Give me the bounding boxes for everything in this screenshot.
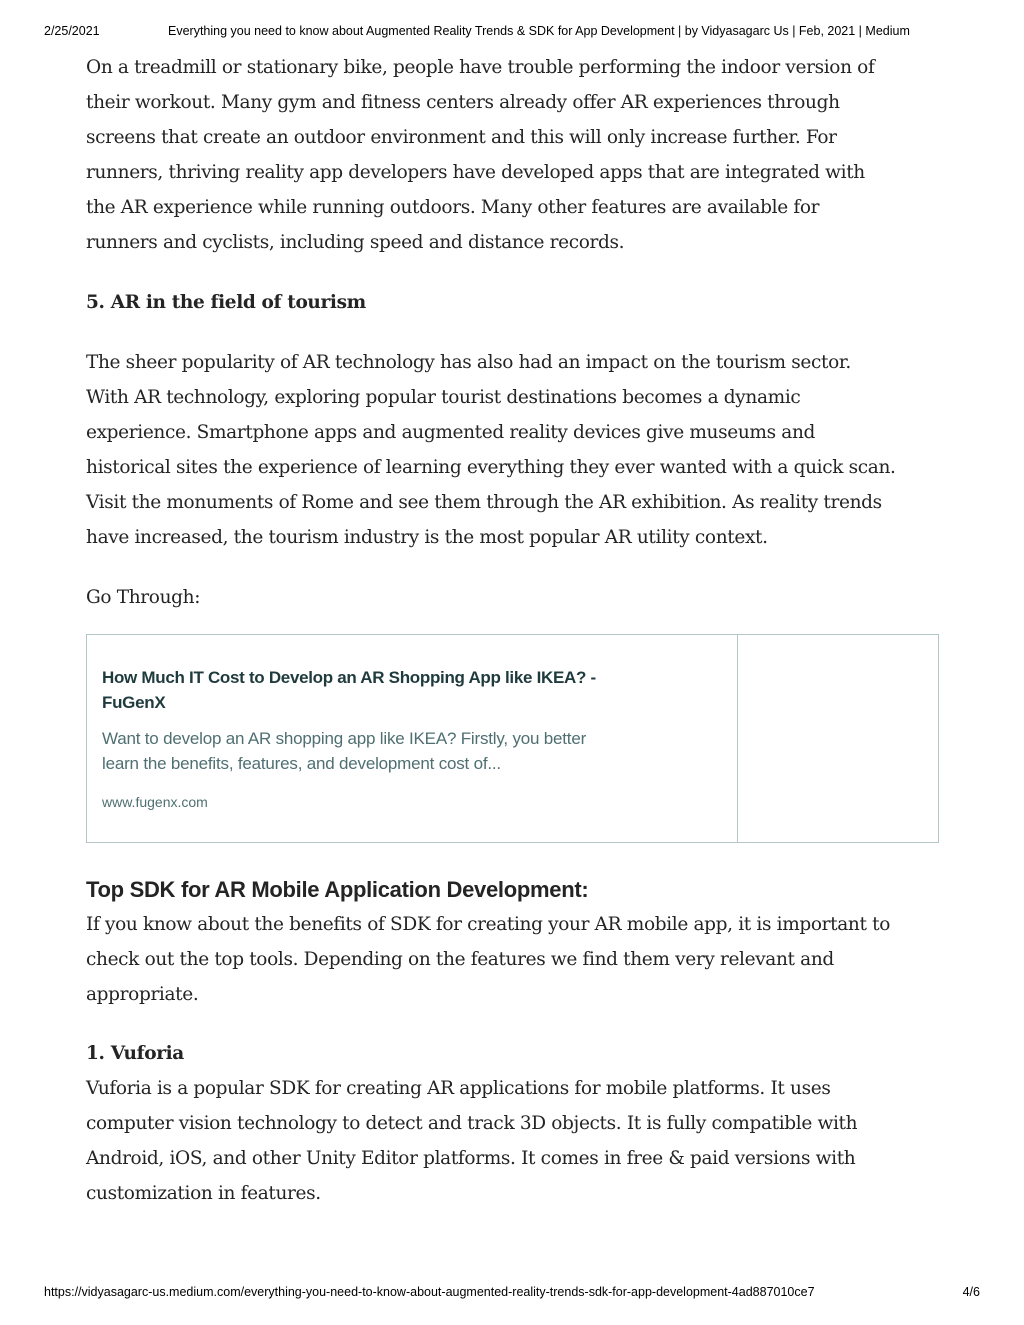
text-line: customization in features. — [86, 1183, 321, 1204]
text-line: Visit the monuments of Rome and see them through the AR exhibition. As reality trends — [86, 492, 882, 513]
paragraph-tourism — [86, 345, 946, 555]
text-line: screens that create an outdoor environment and this will only increase further. For — [86, 127, 837, 148]
article-body-lower — [86, 874, 946, 1211]
card-domain: www.fugenx.com — [102, 794, 208, 810]
text-line: the AR experience while running outdoors. Many other features are available for — [86, 197, 820, 218]
text-line: have increased, the tourism industry is the most popular AR utility context. — [86, 527, 768, 548]
text-line: On a treadmill or stationary bike, people have trouble performing the indoor version of — [86, 57, 875, 78]
link-preview-card[interactable] — [86, 634, 939, 843]
section-heading-tourism: 5. AR in the field of tourism — [86, 292, 366, 313]
card-title: How Much IT Cost to Develop an AR Shopping App like IKEA? - FuGenX — [102, 668, 596, 712]
print-url: https://vidyasagarc-us.medium.com/everything-you-need-to-know-about-augmented-reality-trends-sdk-for-app-development-4ad887010ce7 — [44, 1285, 815, 1299]
sdk-heading: Top SDK for AR Mobile Application Development: — [86, 877, 589, 902]
text-line: The sheer popularity of AR technology has also had an impact on the tourism sector. — [86, 352, 851, 373]
print-page-title: Everything you need to know about Augmented Reality Trends & SDK for App Development | by Vidyasagarc Us | Feb, 2021 | Medium — [168, 24, 910, 38]
text-line: their workout. Many gym and fitness centers already offer AR experiences through — [86, 92, 840, 113]
text-line: experience. Smartphone apps and augmented reality devices give museums and — [86, 422, 816, 443]
text-line: historical sites the experience of learning everything they ever wanted with a quick scan. — [86, 457, 896, 478]
print-date: 2/25/2021 — [44, 24, 100, 38]
card-description: Want to develop an AR shopping app like IKEA? Firstly, you better learn the benefits, features, and development cost of... — [102, 729, 587, 773]
section-heading-vuforia: 1. Vuforia — [86, 1043, 184, 1064]
text-line: computer vision technology to detect and track 3D objects. It is fully compatible with — [86, 1113, 858, 1134]
paragraph-vuforia — [86, 1071, 946, 1211]
go-through-label: Go Through: — [86, 587, 201, 608]
text-line: check out the top tools. Depending on the features we find them very relevant and — [86, 949, 834, 970]
text-line: appropriate. — [86, 984, 199, 1005]
print-footer — [44, 1285, 980, 1301]
page-number: 4/6 — [962, 1285, 980, 1299]
card-thumbnail — [737, 635, 938, 842]
text-line: With AR technology, exploring popular tourist destinations becomes a dynamic — [86, 387, 801, 408]
text-line: runners and cyclists, including speed and distance records. — [86, 232, 625, 253]
article-body — [86, 50, 946, 615]
text-line: If you know about the benefits of SDK for creating your AR mobile app, it is important to — [86, 914, 890, 935]
text-line: Vuforia is a popular SDK for creating AR applications for mobile platforms. It uses — [86, 1078, 831, 1099]
text-line: Android, iOS, and other Unity Editor platforms. It comes in free & paid versions with — [86, 1148, 856, 1169]
paragraph-fitness — [86, 50, 946, 260]
text-line: runners, thriving reality app developers have developed apps that are integrated with — [86, 162, 865, 183]
print-header — [44, 24, 980, 40]
paragraph-sdk — [86, 907, 946, 1012]
